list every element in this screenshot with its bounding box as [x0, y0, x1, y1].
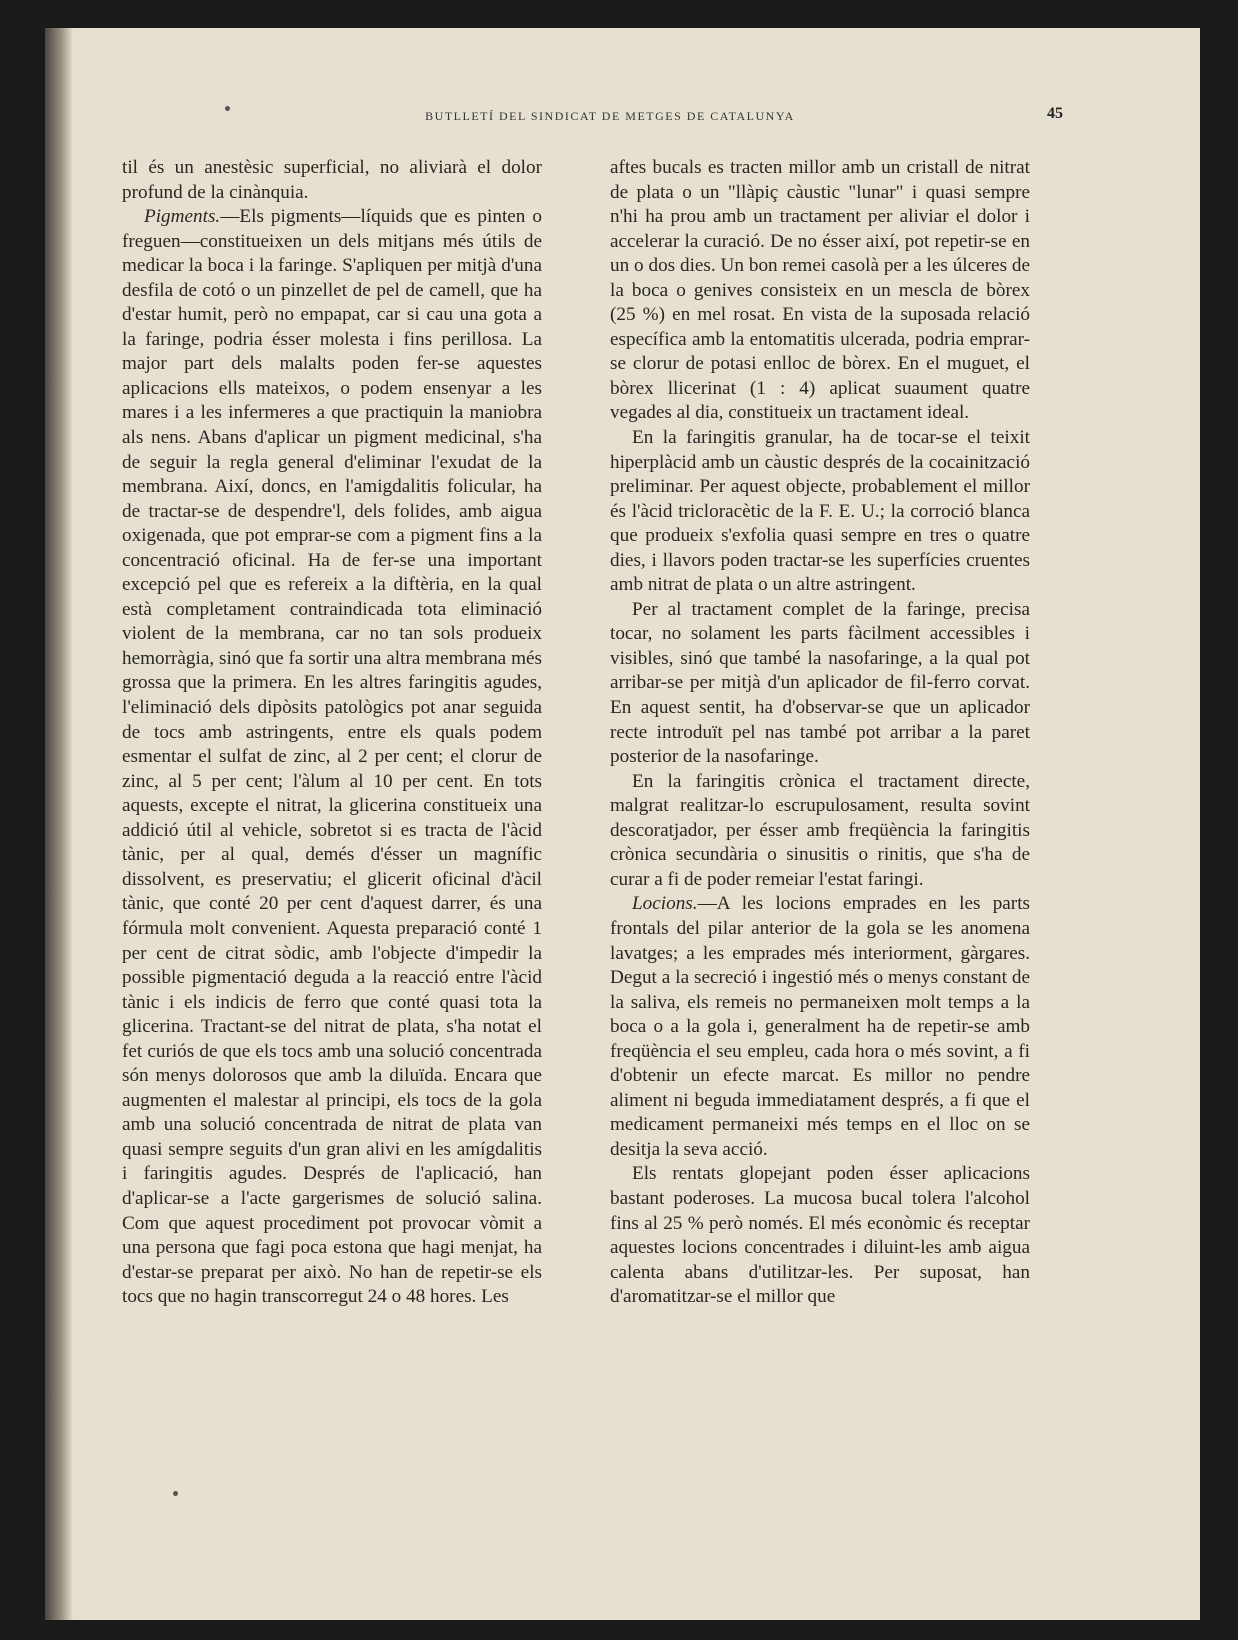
- left-column: [122, 156, 542, 1310]
- section-heading: Pigments.: [144, 206, 221, 228]
- paragraph: En la faringitis granular, ha de tocar-se el teixit hiperplàcid amb un càustic després de la cocainització preliminar. Per aquest objecte, probablement el millor és l'àcid tricloracètic de la F. E. U.; la corroció blanca que produeix s'exfolia quasi sempre en tres o quatre dies, i llavors poden tractar-se les superfícies cruentes amb nitrat de plata o un altre astringent.: [610, 427, 1030, 596]
- page-number: 45: [1047, 105, 1063, 122]
- speck: [173, 1491, 178, 1496]
- speck: [225, 106, 230, 111]
- paragraph-text: —Els pigments—líquids que es pinten o freguen—constitueixen un dels mitjans més útils de medicar la boca i la faringe. S'apliquen per mitjà d'una desfila de cotó o un pinzellet de pel de camell, que ha d'estar humit, però no empapat, car si cau una gota a la faringe, podria ésser molesta i fins perillosa. La major part dels malalts poden fer-se aquestes aplicacions ells mateixos, o podem ensenyar a les mares i a les infermeres a que practiquin la maniobra als nens. Abans d'aplicar un pigment medicinal, s'ha de seguir la regla general d'eliminar l'exudat de la membrana. Així, doncs, en l'amigdalitis folicular, ha de tractar-se de despendre'l, dels folides, amb aigua oxigenada, que pot emprar-se com a pigment fins a la concentració oficinal. Ha de fer-se una important excepció pel que es refereix a la diftèria, en la qual està completament contraindicada tota eliminació violent de la membrana, car no tan sols produeix hemorràgia, sinó que fa sortir una altra membrana més grossa que la primera. En les altres faringitis agudes, l'eliminació dels dipòsits patològics pot anar seguida de tocs amb astringents, entre els quals podem esmentar el sulfat de zinc, al 2 per cent; el clorur de zinc, al 5 per cent; l'àlum al 10 per cent. En tots aquests, excepte el nitrat, la glicerina constitueix una addició útil al vehicle, sobretot si es tracta de l'àcid tànic, per al qual, demés d'ésser un magnífic dissolvent, es preservatiu; el glicerit oficinal d'àcil tànic, que conté 20 per cent d'aquest darrer, és una fórmula molt convenient. Aquesta preparació conté 1 per cent de citrat sòdic, amb l'objecte d'impedir la possible pigmentació deguda a la reacció entre l'àcid tànic i els indicis de ferro que conté quasi tota la glicerina. Tractant-se del nitrat de plata, s'ha notat el fet curiós de que els tocs amb una solució concentrada són menys dolorosos que amb la diluïda. Encara que augmenten el malestar al principi, els tocs de la gola amb una solució concentrada de nitrat de plata van quasi sempre seguits d'un gran alivi en les amígdalitis i faringitis agudes. Després de l'aplicació, han d'aplicar-se a l'acte gargerismes de solució salina. Com que aquest procediment pot provocar vòmit a una persona que fagi poca estona que hagi menjat, ha d'estar-se preparat per això. No han de repetir-se els tocs que no hagin transcorregut 24 o 48 hores. Les: [122, 206, 542, 1308]
- paragraph-text: —A les locions emprades en les parts frontals del pilar anterior de la gola se les anomena lavatges; a les emprades més interiorment, gàrgares. Degut a la secreció i ingestió més o menys constant de la saliva, els remeis no permaneixen molt temps a la boca o a la gola i, generalment ha de repetir-se amb freqüència el seu empleu, cada hora o més sovint, a fi d'obtenir un efecte marcat. Es millor no pendre aliment ni beguda immediatament després, a fi que el medicament permaneixi més temps en el lloc on se desitja la seva acció.: [610, 893, 1030, 1160]
- running-head: BUTLLETÍ DEL SINDICAT DE METGES DE CATALUNYA: [425, 109, 795, 123]
- paragraph: til és un anestèsic superficial, no aliviarà el dolor profund de la cinànquia.: [122, 157, 542, 203]
- right-column: [610, 156, 1030, 1310]
- paragraph: [122, 205, 542, 1310]
- scanned-page: [45, 28, 1200, 1620]
- paragraph: Per al tractament complet de la faringe, precisa tocar, no solament les parts fàcilment accessibles i visibles, sinó que també la nasofaringe, a la qual pot arribar-se per mitjà d'un aplicador de fil-ferro corvat. En aquest sentit, ha d'observar-se que un aplicador recte introduït pel nas també pot arribar a la paret posterior de la nasofaringe.: [610, 598, 1030, 768]
- paragraph: En la faringitis crònica el tractament directe, malgrat realitzar-lo escrupulosament, resulta sovint descoratjador, per ésser amb freqüència la faringitis crònica secundària o sinusitis o rinitis, que s'ha de curar a fi de poder remeiar l'estat faringi.: [610, 770, 1030, 890]
- binding-gutter: [45, 28, 73, 1620]
- paragraph: aftes bucals es tracten millor amb un cristall de nitrat de plata o un "llàpiç càustic "lunar" i quasi sempre n'hi ha prou amb un tractament per aliviar el dolor i accelerar la curació. De no ésser així, pot repetir-se en un o dos dies. Un bon remei casolà per a les úlceres de la boca o genives consisteix en un mescla de bòrex (25 %) en mel rosat. En vista de la suposada relació específica amb la entomatitis ulcerada, podria emprar-se clorur de potasi enlloc de bòrex. En el muguet, el bòrex llicerinat (1 : 4) aplicat suaument quatre vegades al dia, constitueix un tractament ideal.: [610, 157, 1030, 424]
- section-heading: Locions.: [632, 893, 698, 915]
- paragraph: [610, 892, 1030, 1162]
- paragraph: Els rentats glopejant poden ésser aplicacions bastant poderoses. La mucosa bucal tolera l'alcohol fins al 25 % però només. El més econòmic és receptar aquestes locions concentrades i diluint-les amb aigua calenta abans d'utilitzar-les. Per suposat, han d'aromatitzar-se el millor que: [610, 1163, 1030, 1308]
